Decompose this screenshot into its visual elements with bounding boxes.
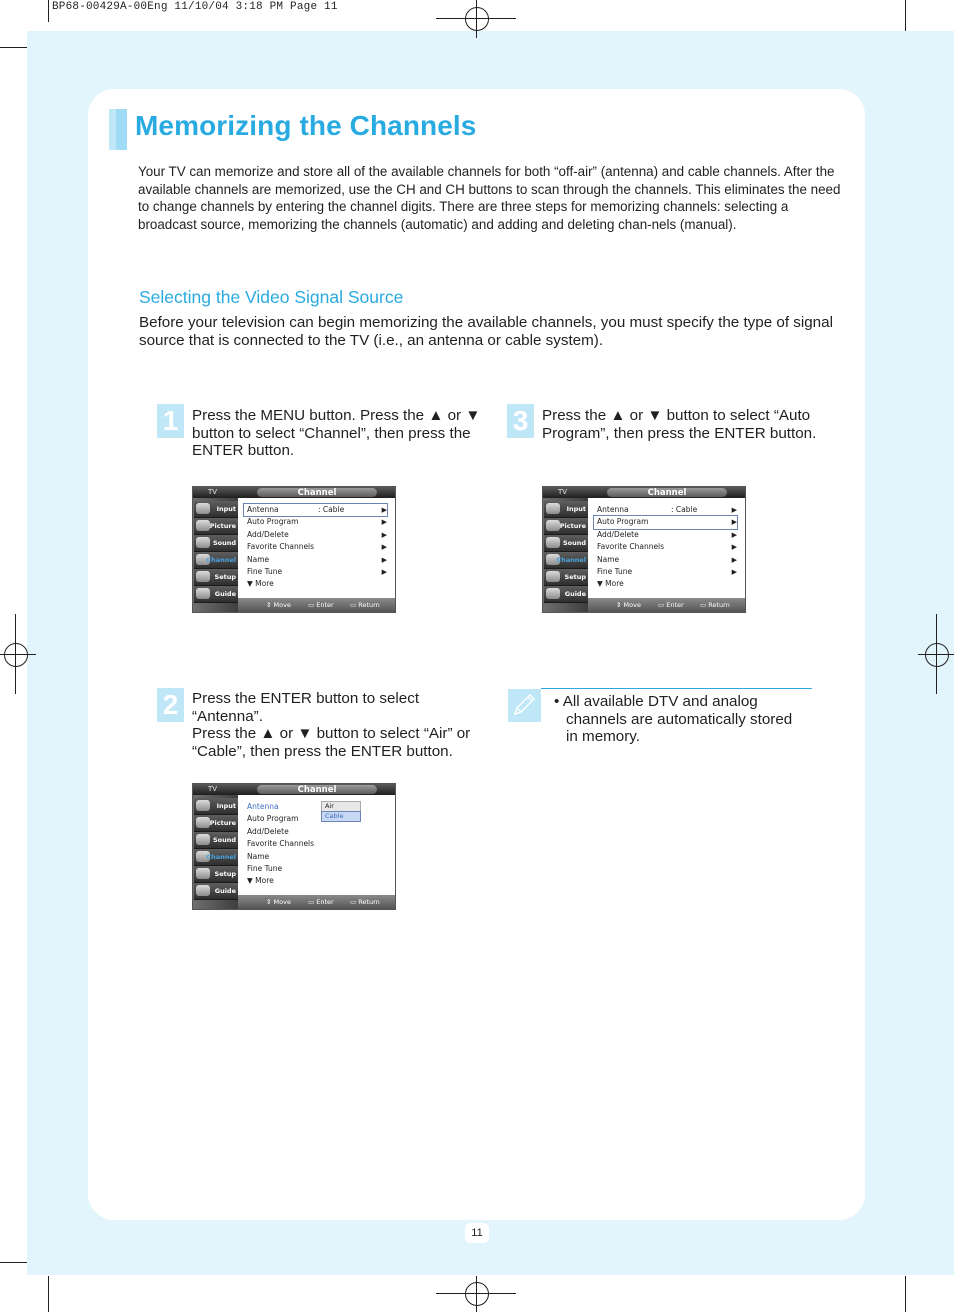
osd-menu-item-name: Name ▶ (597, 554, 737, 564)
osd-menu-item-favorite-channels: Favorite Channels (247, 839, 315, 849)
guide-icon (196, 588, 210, 599)
osd-move-hint: ⇕ Move (266, 601, 291, 609)
note-line-2: channels are automatically stored (566, 710, 793, 728)
crop-mark (48, 1276, 49, 1312)
osd-tab-channel: Channel (257, 785, 377, 794)
osd-sidebar (193, 795, 238, 909)
step-2-text (192, 690, 490, 760)
note-line-1: • All available DTV and analog (554, 693, 758, 710)
note-pencil-icon (508, 689, 541, 722)
crop-mark (48, 0, 49, 22)
osd-menu-item-fine-tune: Fine Tune ▶ (247, 566, 387, 576)
osd-menu-item-auto-program: Auto Program ▶ (594, 516, 737, 528)
osd-menu-list (247, 801, 387, 888)
sound-icon (196, 537, 210, 548)
osd-sidebar (543, 498, 588, 612)
picture-icon (196, 520, 210, 531)
input-icon (196, 800, 210, 811)
osd-sidebar-picture: Picture (194, 518, 238, 535)
step-3-text: Press the ▲ or ▼ button to select “Auto Program”, then press the ENTER button. (542, 407, 817, 442)
osd-sidebar-picture: Picture (194, 815, 238, 832)
osd-return-hint: ▭ Return (350, 898, 380, 906)
osd-option-air: Air (321, 801, 361, 811)
osd-tab-channel: Channel (257, 488, 377, 497)
registration-mark (925, 643, 949, 667)
osd-move-hint: ⇕ Move (616, 601, 641, 609)
osd-return-hint: ▭ Return (350, 601, 380, 609)
osd-menu-item-antenna: Antenna : Cable ▶ (597, 505, 737, 514)
osd-sidebar-sound: Sound (544, 535, 588, 552)
osd-antenna-popup (321, 801, 361, 822)
step-2-line-2: Press the ▲ or ▼ button to select “Air” or “Cable”, then press the ENTER button. (192, 725, 471, 760)
registration-mark (465, 7, 489, 31)
guide-icon (196, 885, 210, 896)
osd-sidebar-channel: Channel (194, 849, 238, 866)
osd-menu-item-fine-tune: Fine Tune (247, 863, 283, 873)
input-icon (546, 503, 560, 514)
osd-tab-channel: Channel (607, 488, 727, 497)
osd-option-cable: Cable (321, 811, 361, 822)
guide-icon (546, 588, 560, 599)
step-3-number: 3 (507, 404, 534, 438)
osd-return-hint: ▭ Return (700, 601, 730, 609)
osd-menu-item-name: Name ▶ (247, 554, 387, 564)
osd-menu-item-more: ▼ More (247, 876, 274, 886)
osd-tv-label: TV (208, 785, 218, 793)
note-text (554, 693, 814, 746)
osd-sidebar-guide: Guide (194, 586, 238, 603)
osd-tv-label: TV (208, 488, 218, 496)
setup-icon (196, 868, 210, 879)
osd-screenshot-step-1 (192, 486, 396, 613)
title-accent-bar-inner (116, 109, 127, 150)
osd-menu-item-antenna: Antenna : Cable ▶ (244, 504, 387, 516)
osd-menu-item-add-delete: Add/Delete ▶ (597, 529, 737, 539)
osd-sidebar-input: Input (194, 798, 238, 815)
osd-menu-item-add-delete: Add/Delete (247, 826, 289, 836)
print-slug: BP68-00429A-00Eng 11/10/04 3:18 PM Page 11 (52, 1, 338, 13)
osd-sidebar-sound: Sound (194, 832, 238, 849)
registration-mark (4, 643, 28, 667)
osd-menu-item-more: ▼ More (247, 579, 274, 589)
sound-icon (546, 537, 560, 548)
section-heading: Selecting the Video Signal Source (139, 287, 404, 307)
osd-menu-list (247, 504, 387, 591)
intro-paragraph: Your TV can memorize and store all of the available channels for both “off-air” (antenna) and cable channels. After the available channels are memorized, use the CH and CH buttons to scan through the channels. This eliminates the need to change channels by entering the channel digits. There are three steps for memorizing channels: selecting a broadcast source, memorizing the channels (automatic) and adding and deleting chan-nels (manual). (138, 164, 841, 232)
step-1-text: Press the MENU button. Press the ▲ or ▼ button to select “Channel”, then press the ENTER button. (192, 407, 481, 460)
osd-sidebar (193, 498, 238, 612)
sound-icon (196, 834, 210, 845)
picture-icon (546, 520, 560, 531)
osd-menu-item-name: Name (247, 851, 270, 861)
osd-footer (238, 598, 395, 612)
osd-sidebar-input: Input (544, 501, 588, 518)
page-title: Memorizing the Channels (135, 110, 477, 141)
step-1-number: 1 (157, 404, 184, 438)
note-line-3: in memory. (566, 728, 640, 746)
osd-sidebar-setup: Setup (544, 569, 588, 586)
osd-move-hint: ⇕ Move (266, 898, 291, 906)
step-2-line-1: Press the ENTER button to select “Antenna”. (192, 690, 420, 725)
osd-menu-item-favorite-channels: Favorite Channels ▶ (247, 542, 387, 552)
osd-screenshot-step-2 (192, 783, 396, 910)
osd-menu-item-favorite-channels: Favorite Channels ▶ (597, 542, 737, 552)
osd-tv-label: TV (558, 488, 568, 496)
osd-sidebar-guide: Guide (544, 586, 588, 603)
osd-menu-item-auto-program: Auto Program (247, 814, 299, 824)
osd-screenshot-step-3 (542, 486, 746, 613)
setup-icon (196, 571, 210, 582)
osd-sidebar-guide: Guide (194, 883, 238, 900)
osd-sidebar-channel: Channel (544, 552, 588, 569)
osd-sidebar-setup: Setup (194, 569, 238, 586)
osd-enter-hint: ▭ Enter (658, 601, 684, 609)
page-number: 11 (465, 1223, 489, 1243)
picture-icon (196, 817, 210, 828)
osd-footer (588, 598, 745, 612)
osd-menu-list (597, 504, 737, 591)
section-description: Before your television can begin memorizing the available channels, you must specify the type of signal source that is connected to the TV (i.e., an antenna or cable system). (139, 314, 833, 349)
osd-menu-item-fine-tune: Fine Tune ▶ (597, 566, 737, 576)
osd-enter-hint: ▭ Enter (308, 898, 334, 906)
osd-menu-item-more: ▼ More (597, 579, 624, 589)
note-rule (541, 688, 812, 689)
osd-sidebar-sound: Sound (194, 535, 238, 552)
setup-icon (546, 571, 560, 582)
osd-enter-hint: ▭ Enter (308, 601, 334, 609)
content-panel (88, 89, 865, 1220)
osd-sidebar-channel: Channel (194, 552, 238, 569)
crop-mark (905, 1276, 906, 1312)
osd-sidebar-setup: Setup (194, 866, 238, 883)
osd-sidebar-input: Input (194, 501, 238, 518)
input-icon (196, 503, 210, 514)
osd-sidebar-picture: Picture (544, 518, 588, 535)
osd-menu-item-auto-program: Auto Program ▶ (247, 517, 387, 527)
osd-menu-item-antenna: Antenna (247, 802, 279, 811)
step-2-number: 2 (157, 688, 184, 722)
osd-footer (238, 895, 395, 909)
osd-menu-item-add-delete: Add/Delete ▶ (247, 529, 387, 539)
registration-mark (465, 1282, 489, 1306)
